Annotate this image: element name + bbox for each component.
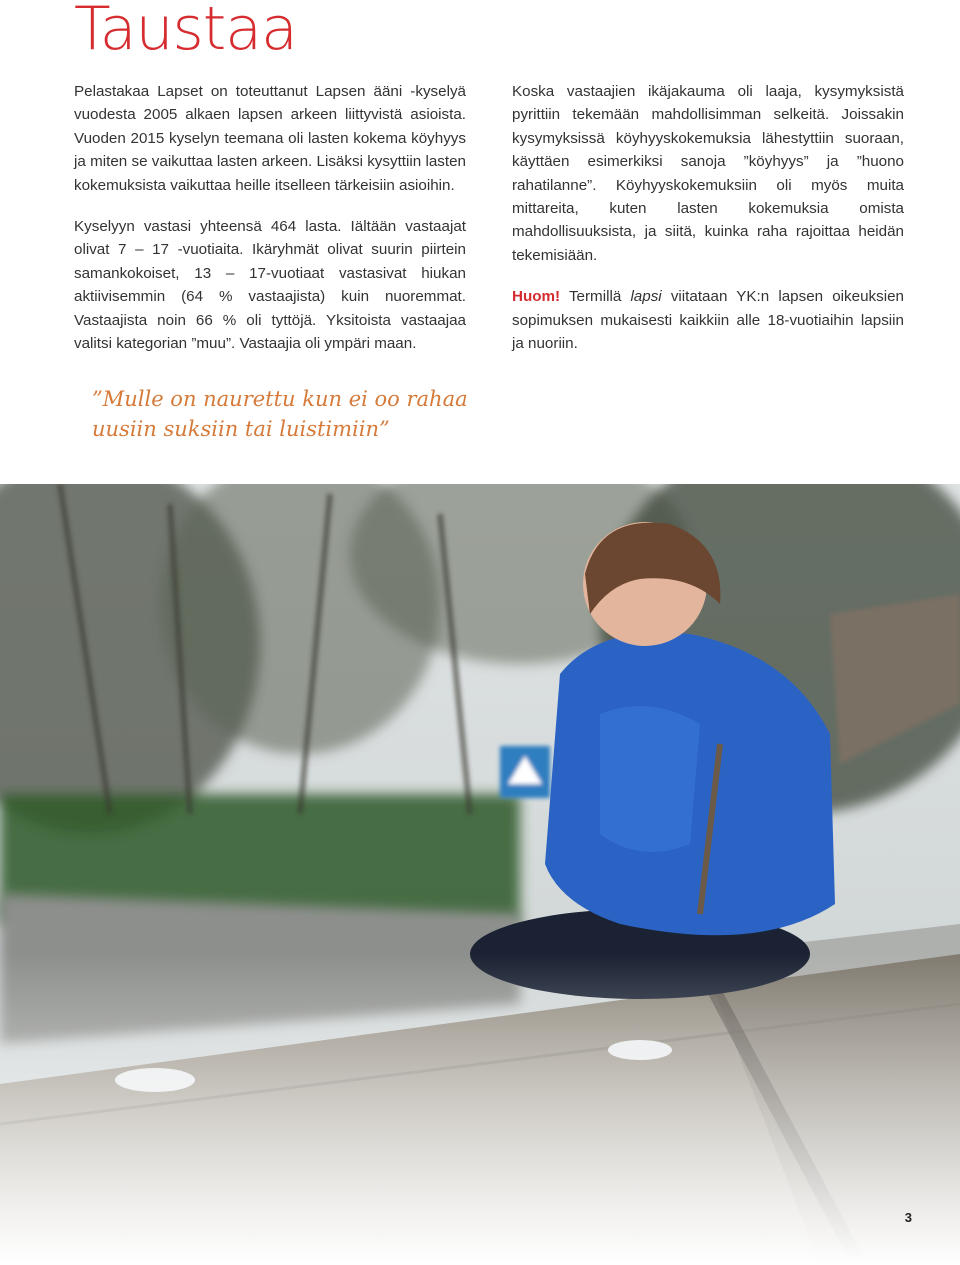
note-term: lapsi xyxy=(630,288,662,306)
note-paragraph xyxy=(512,285,904,355)
child-quote: ”Mulle on naurettu kun ei oo rahaa uusiin suksiin tai luistimiin” xyxy=(92,387,468,441)
note-text-post: viitataan YK:n lapsen oikeuksien sopimuksen mukaisesti kaikkiin alle 18-vuotiaihin lapsiin ja nuoriin. xyxy=(512,288,904,353)
right-column xyxy=(512,80,904,373)
left-column xyxy=(74,80,466,373)
respondents-paragraph: Kyselyyn vastasi yhteensä 464 lasta. Iältään vastaajat olivat 7 – 17 -vuotiaita. Ikäryhmät olivat suurin piirtein samankokoiset, 13 – 17-vuotiaat vastasivat hiukan aktiivisemmin (64 % vastaajista) kuin nuoremmat. Vastaajista noin 66 % oli tyttöjä. Yksitoista vastaajaa valitsi kategorian ”muu”. Vastaajia oli ympäri maan. xyxy=(74,218,466,353)
note-text-pre: Termillä xyxy=(560,288,631,306)
intro-paragraph: Pelastakaa Lapset on toteuttanut Lapsen ääni -kyselyä vuodesta 2005 alkaen lapsen arkeen liittyvistä asioista. Vuoden 2015 kyselyn teemana oli lasten kokema köyhyys ja miten se vaikuttaa lasten arkeen. Lisäksi kysyttiin lasten kokemuksista vaikuttaa heille itselleen tärkeisiin asioihin. xyxy=(74,83,466,194)
page-title: Taustaa xyxy=(74,0,297,64)
page-number: 3 xyxy=(904,1210,912,1225)
photo-illustration xyxy=(0,484,960,1265)
bench-photo xyxy=(0,484,960,1265)
note-label: Huom! xyxy=(512,288,561,306)
methodology-paragraph: Koska vastaajien ikäjakauma oli laaja, kysymyksistä pyrittiin tekemään mahdollisimman selkeitä. Joissakin kysymyksissä köyhyyskokemuksia lähestyttiin suoraan, käyttäen esimerkiksi sanoja ”köyhyys” ja ”huono rahatilanne”. Köyhyyskokemuksiin oli myös muita mittareita, kuten lasten kokemuksia omista mahdollisuuksista, ja siitä, kuinka raha rajoittaa heidän tekemisiään. xyxy=(512,83,904,264)
